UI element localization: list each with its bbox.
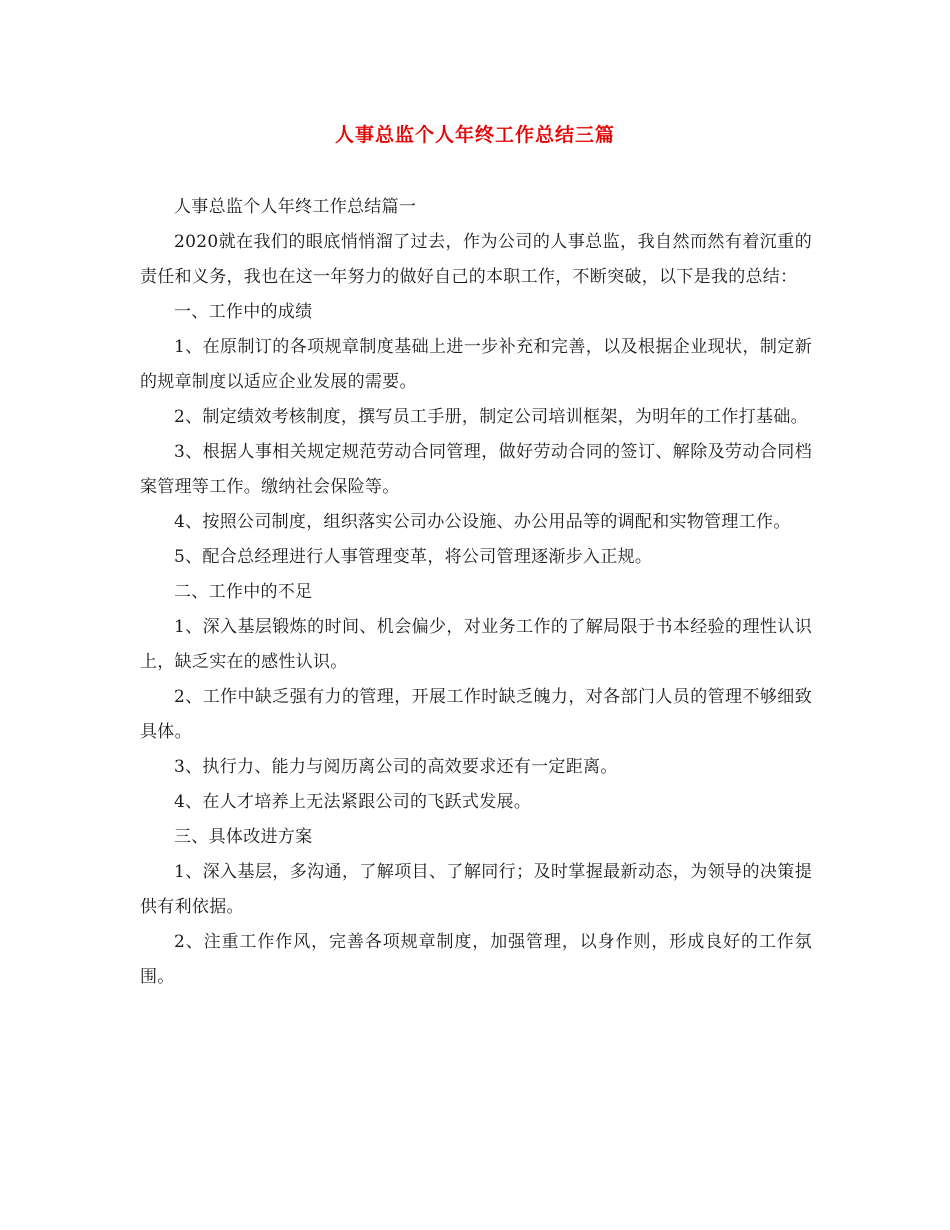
section-heading: 一、工作中的成绩: [174, 302, 313, 322]
section-heading: 人事总监个人年终工作总结篇一: [174, 197, 417, 217]
list-item: 1、深入基层，多沟通，了解项目、了解同行；及时掌握最新动态，为领导的决策提供有利依据。: [140, 862, 812, 917]
list-item: 3、执行力、能力与阅历离公司的高效要求还有一定距离。: [174, 757, 618, 777]
list-item: 2、工作中缺乏强有力的管理，开展工作时缺乏魄力，对各部门人员的管理不够细致具体。: [140, 687, 812, 742]
list-item: 3、根据人事相关规定规范劳动合同管理，做好劳动合同的签订、解除及劳动合同档案管理等工作。缴纳社会保险等。: [140, 442, 812, 497]
section-heading: 二、工作中的不足: [174, 582, 313, 602]
list-item: 5、配合总经理进行人事管理变革，将公司管理逐渐步入正规。: [174, 547, 653, 567]
document-title: 人事总监个人年终工作总结三篇: [334, 124, 615, 146]
list-item: 1、在原制订的各项规章制度基础上进一步补充和完善，以及根据企业现状，制定新的规章制度以适应企业发展的需要。: [140, 337, 812, 392]
section-heading: 三、具体改进方案: [174, 827, 313, 847]
list-item: 4、在人才培养上无法紧跟公司的飞跃式发展。: [174, 792, 532, 812]
list-item: 1、深入基层锻炼的时间、机会偏少，对业务工作的了解局限于书本经验的理性认识上，缺乏实在的感性认识。: [140, 617, 812, 672]
document-body: [140, 190, 812, 995]
list-item: 2、制定绩效考核制度，撰写员工手册，制定公司培训框架，为明年的工作打基础。: [174, 407, 808, 427]
list-item: 4、按照公司制度，组织落实公司办公设施、办公用品等的调配和实物管理工作。: [174, 512, 791, 532]
intro-paragraph: 2020就在我们的眼底悄悄溜了过去，作为公司的人事总监，我自然而然有着沉重的责任和义务，我也在这一年努力的做好自己的本职工作，不断突破，以下是我的总结：: [140, 232, 812, 287]
list-item: 2、注重工作作风，完善各项规章制度，加强管理，以身作则，形成良好的工作氛围。: [140, 932, 812, 987]
